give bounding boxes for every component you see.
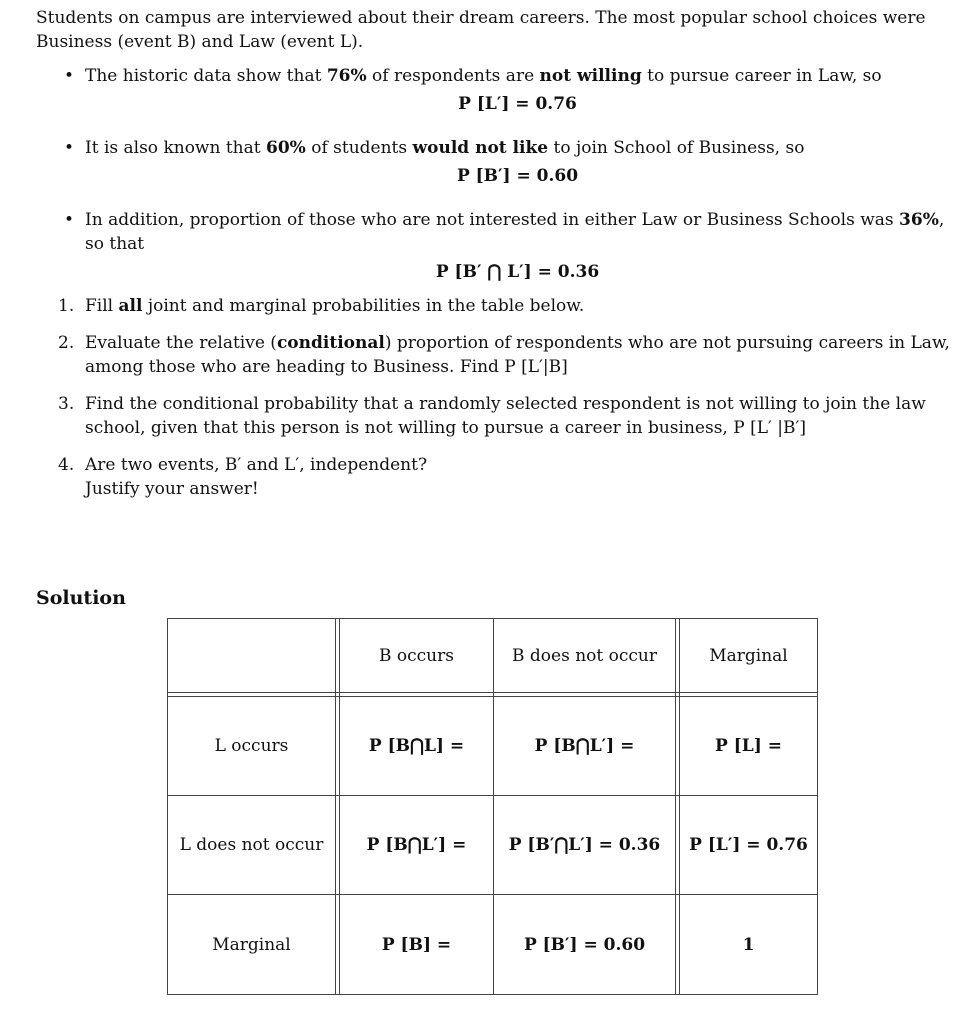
formula-p-neither: P [B′ ⋂ L′] = 0.36 [435, 262, 600, 282]
question-4 [36, 453, 950, 501]
fact-bold: 36% [899, 210, 939, 230]
cell-p-b: P [B] = [381, 934, 452, 955]
fact-law-unwilling [36, 64, 950, 116]
table-border [817, 618, 818, 995]
header-b-not-occurs: B does not occur [512, 645, 657, 666]
fact-text: The historic data show that [85, 66, 327, 86]
fact-text: , [938, 210, 945, 230]
intro-paragraph: Students on campus are interviewed about their dream careers. The most popular school choices were Business (event B) and Law (event L). [36, 8, 926, 52]
question-bold: all [118, 296, 143, 316]
question-text: Justify your answer! [85, 479, 259, 499]
question-text: Evaluate the relative ( [85, 333, 277, 353]
fact-text: to join School of Business, so [548, 138, 805, 158]
question-number: 3. [58, 394, 75, 414]
fact-text: In addition, proportion of those who are not interested in either Law or Business Schools was [85, 210, 900, 230]
fact-text: so that [85, 234, 145, 254]
cell-total: 1 [742, 934, 755, 955]
row-label-l-not-occurs: L does not occur [179, 835, 324, 855]
fact-text: to pursue career in Law, so [641, 66, 882, 86]
table-border [335, 618, 336, 995]
question-bold: conditional [276, 333, 385, 353]
cell-p-not-b-and-not-l: P [B′⋂L′] = 0.36 [508, 835, 661, 855]
cell-p-b-and-not-l: P [B⋂L′] = [366, 835, 467, 855]
fact-text: of students [305, 138, 413, 158]
fact-text: It is also known that [85, 138, 266, 158]
question-number: 2. [58, 333, 75, 353]
solution-heading: Solution [36, 587, 126, 609]
probability-table [167, 618, 818, 995]
fact-business-unwilling [36, 136, 950, 188]
question-text: Find the conditional probability that a randomly selected respondent is not willing to join the law school, given that this person is not willing to pursue a career in business, P [L′ |B′] [85, 394, 926, 438]
table-border [675, 618, 676, 995]
question-text: Fill [85, 296, 119, 316]
given-facts-list [36, 64, 950, 284]
fact-text: of respondents are [366, 66, 540, 86]
row-label-l-occurs: L occurs [214, 736, 289, 756]
question-text: joint and marginal probabilities in the table below. [142, 296, 585, 316]
fact-bold: 76% [326, 66, 367, 86]
question-1 [36, 294, 950, 318]
cell-p-b-and-l: P [B⋂L] = [368, 736, 465, 756]
fact-bold: would not like [412, 138, 549, 158]
cell-p-b-and-not-l-top: P [B⋂L′] = [534, 736, 635, 756]
cell-p-l: P [L] = [715, 736, 782, 756]
question-number: 1. [58, 296, 75, 316]
cell-p-not-l: P [L′] = 0.76 [689, 835, 808, 855]
question-text: Are two events, B′ and L′, independent? [85, 455, 428, 475]
header-marginal: Marginal [709, 645, 788, 666]
fact-bold: 60% [266, 138, 306, 158]
fact-neither [36, 208, 950, 284]
question-3 [36, 392, 950, 440]
question-number: 4. [58, 455, 75, 475]
header-b-occurs: B occurs [379, 645, 454, 666]
question-2 [36, 331, 950, 379]
fact-bold: not willing [539, 66, 642, 86]
formula-p-not-l: P [L′] = 0.76 [458, 94, 577, 114]
cell-p-not-b: P [B′] = 0.60 [523, 934, 646, 955]
questions-list [36, 294, 950, 501]
row-label-marginal: Marginal [212, 934, 291, 955]
question-text: ) proportion of respondents who are not pursuing careers in Law, among those who are heading to Business. Find P [L′|B] [85, 333, 950, 377]
formula-p-not-b: P [B′] = 0.60 [456, 166, 579, 186]
problem-page [36, 6, 950, 955]
